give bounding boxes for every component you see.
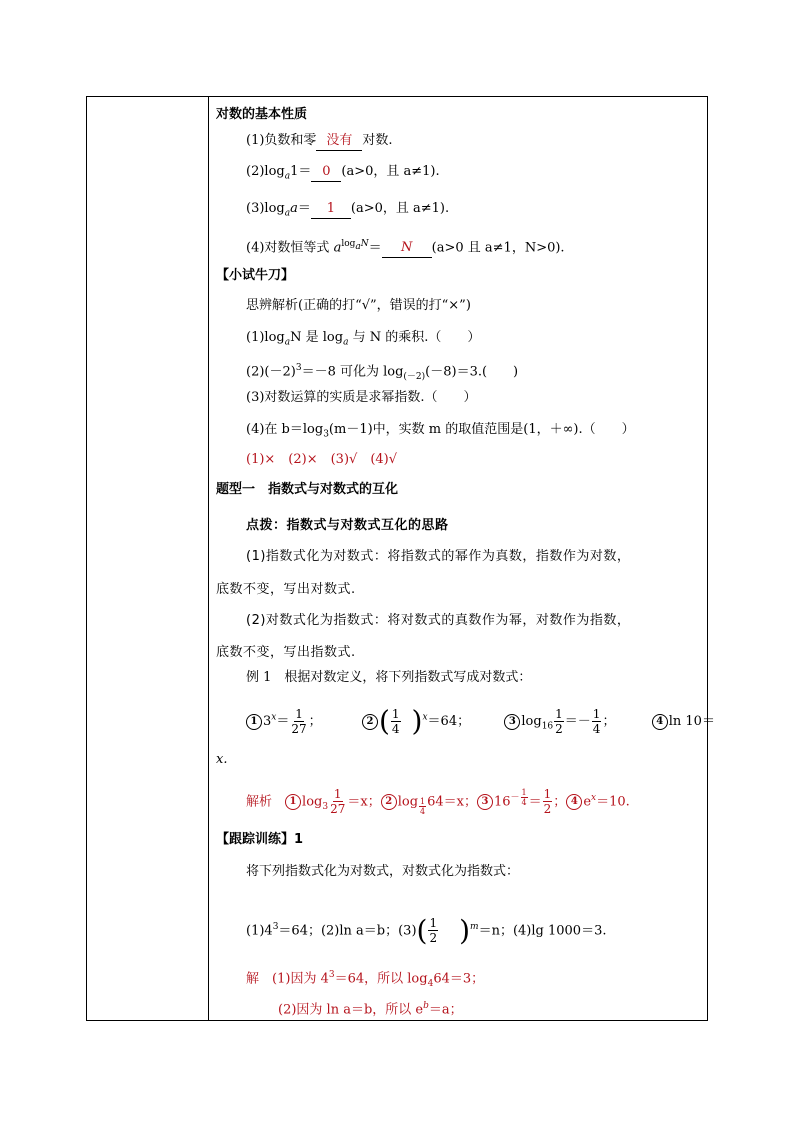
tip-2-line-1: (2)对数式化为指数式：将对数式的真数作为幂，对数作为指数， bbox=[246, 613, 631, 628]
heading-test: 【小试牛刀】 bbox=[216, 268, 295, 283]
track-answer-2: (2)因为 ln a＝b，所以 $e^b=a$； bbox=[278, 1001, 463, 1018]
property-1: (1)负数和零 没有 对数. bbox=[246, 132, 393, 151]
example-item-4: 4 ln 10＝ bbox=[652, 714, 715, 729]
example-solution: 解析 1 $\log_3$ $\frac{1}{27}$ ＝x； 2 log $_{\frac{1}{4}}$ 64＝x； 3 $16^{- \frac{1}{4}}$ ＝ $\frac{1}{2}$ ； 4 $e^x=10$. bbox=[246, 787, 630, 817]
track-answer-1: 解 (1)因为 $4^3=64$，所以 $\log_464=3$； bbox=[246, 970, 485, 989]
test-answers: (1)× (2)× (3)√ (4)√ bbox=[246, 452, 398, 467]
heading-props: 对数的基本性质 bbox=[216, 107, 308, 122]
example-wrap: x. bbox=[216, 752, 228, 767]
example-item-2: 2 ( $\frac{1}{4}$ )$^x$＝64； bbox=[362, 714, 470, 729]
tip-title: 点拨：指数式与对数式互化的思路 bbox=[246, 518, 449, 533]
test-intro: 思辨解析(正确的打“√”，错误的打“×”) bbox=[246, 298, 471, 313]
test-item-2: $(2)(-2)^3=-8$ 可化为 $\log_{(-2)}(-8)=3$.( ) bbox=[246, 363, 519, 382]
track-items: $(1)4^3=64$；(2)ln a＝b；(3)( $\frac{1}{2}$ )$^m$＝n；(4)lg 1000＝3. bbox=[246, 913, 607, 947]
track-intro: 将下列指数式化为对数式，对数式化为指数式： bbox=[246, 864, 520, 879]
tip-1-line-1: (1)指数式化为对数式：将指数式的幂作为真数，指数作为对数， bbox=[246, 549, 631, 564]
property-4: (4)对数恒等式 $a^{log_aN}= N$ (a>0 且 a≠1，N>0). bbox=[246, 235, 565, 258]
property-3: $(3)\log_aa= 1$ (a>0，且 a≠1). bbox=[246, 201, 450, 219]
tip-2-line-2: 底数不变，写出指数式. bbox=[216, 645, 356, 660]
column-divider bbox=[208, 97, 209, 1020]
example-item-3: 3 $\log_{16}$ $\frac{1}{2}$ ＝－ $\frac{1}{4}$ ； bbox=[504, 714, 615, 729]
heading-type-one: 题型一 指数式与对数式的互化 bbox=[216, 482, 399, 497]
property-2: $(2)\log_a1= 0$ (a>0，且 a≠1). bbox=[246, 164, 440, 182]
test-item-3: (3)对数运算的实质是求幂指数.（ ） bbox=[246, 390, 477, 405]
heading-track: 【跟踪训练】1 bbox=[216, 832, 304, 847]
example-item-1: 1 $3^x=$ $\frac{1}{27}$ ； bbox=[246, 714, 322, 729]
example-items bbox=[246, 701, 715, 744]
test-item-1: $(1)\log_aN$ 是 $\log_a$ 与 N 的乘积.（ ） bbox=[246, 330, 481, 348]
tip-1-line-2: 底数不变，写出对数式. bbox=[216, 582, 356, 597]
test-item-4: (4)在 $b=\log_3(m-1)$中，实数 m 的取值范围是(1，＋∞).（ ） bbox=[246, 422, 635, 440]
example-title: 例 1 根据对数定义，将下列指数式写成对数式： bbox=[246, 670, 532, 685]
content-table bbox=[86, 96, 715, 1021]
